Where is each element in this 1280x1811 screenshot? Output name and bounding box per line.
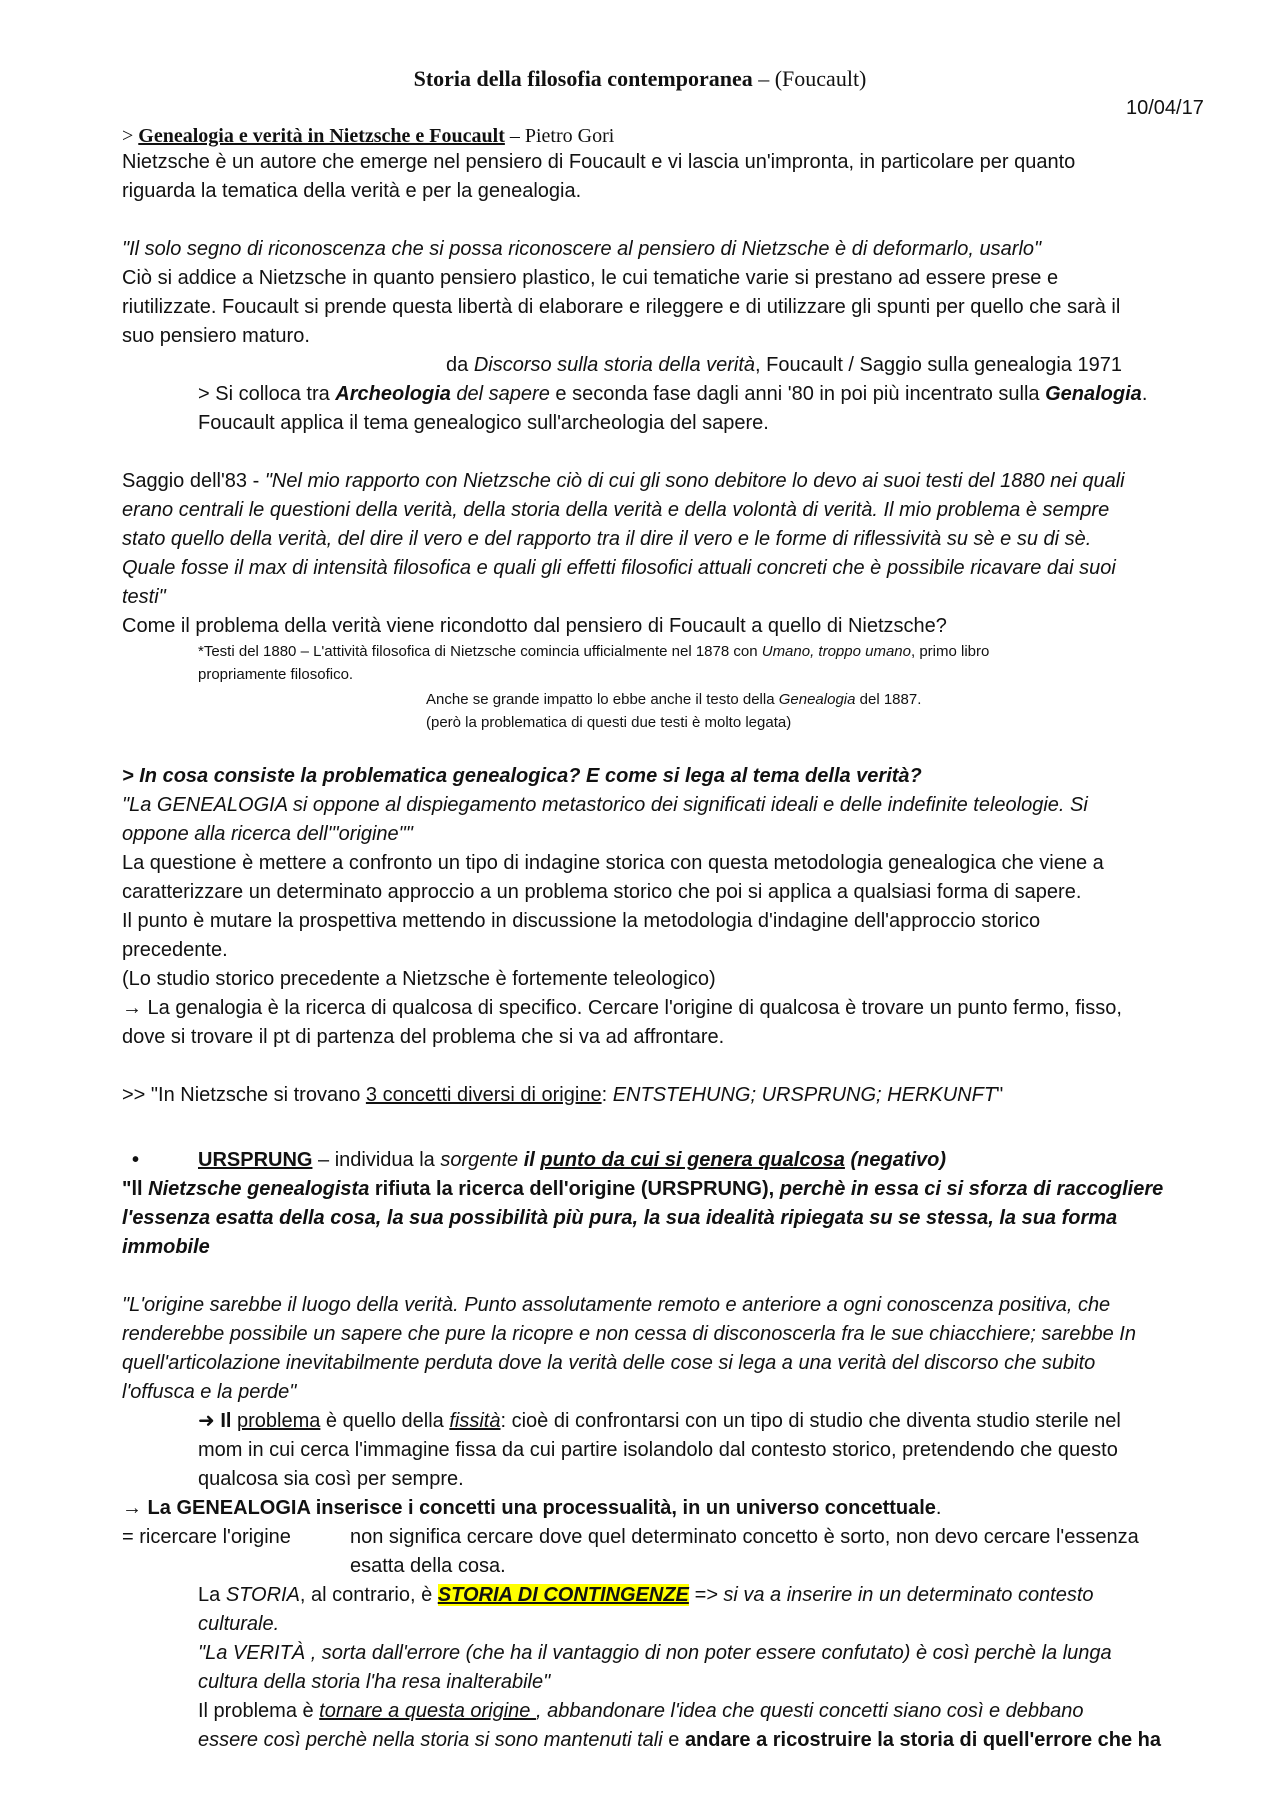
text-span: : cioè di confrontarsi con un tipo di studio che diventa studio sterile nel bbox=[500, 1410, 1121, 1432]
paragraph-line: suo pensiero maturo. bbox=[122, 325, 310, 347]
text-span: Umano, troppo umano bbox=[761, 643, 911, 660]
indented-line: culturale. bbox=[198, 1613, 280, 1635]
footnote-line: propriamente filosofico. bbox=[198, 666, 354, 683]
page-title bbox=[0, 64, 1280, 93]
indented-line bbox=[198, 380, 1147, 409]
text-span: La bbox=[198, 1584, 226, 1606]
paragraph-line: riguarda la tematica della verità e per la genealogia. bbox=[122, 180, 582, 202]
bullet-icon: • bbox=[132, 1149, 140, 1171]
arrow-icon: ➜ Il bbox=[198, 1410, 237, 1432]
indented-line bbox=[198, 1581, 1094, 1610]
heading-author: – Pietro Gori bbox=[504, 125, 615, 147]
text-span: >> "In Nietzsche si trovano bbox=[122, 1084, 366, 1106]
text-span: , al contrario, è bbox=[299, 1584, 438, 1606]
footnote-line: (però la problematica di questi due testi è molto legata) bbox=[426, 714, 792, 731]
text-span: e bbox=[662, 1729, 685, 1751]
quote-line bbox=[122, 467, 1125, 496]
heading-marker: > bbox=[122, 125, 139, 147]
paragraph-line: (Lo studio storico precedente a Nietzsche è fortemente teleologico) bbox=[122, 968, 716, 990]
text-span: , abbandonare l'idea che questi concetti siano così e debbano bbox=[535, 1700, 1084, 1722]
paragraph-line: Nietzsche è un autore che emerge nel pensiero di Foucault e vi lascia un'impronta, in particolare per quanto bbox=[122, 151, 1076, 173]
source-line bbox=[446, 351, 1122, 380]
paragraph-line: precedente. bbox=[122, 939, 228, 961]
indented-line bbox=[198, 1697, 1084, 1726]
footnote-line bbox=[426, 689, 921, 711]
heading-title: Genealogia e verità in Nietzsche e Foucault bbox=[138, 125, 505, 147]
footnote-line bbox=[198, 641, 989, 663]
text-span: Anche se grande impatto lo ebbe anche il testo della bbox=[426, 691, 779, 708]
source-prefix: da bbox=[446, 354, 474, 376]
course-title: Storia della filosofia contemporanea bbox=[413, 66, 753, 91]
quote-line: Quale fosse il max di intensità filosofica e quali gli effetti filosofici attuali concreti che è possibile ricavare dai suoi bbox=[122, 557, 1116, 579]
text-span: del sapere bbox=[450, 383, 550, 405]
text-span: . bbox=[935, 1497, 942, 1519]
quote-line: renderebbe possibile un sapere che pure la ricopre e non cessa di disconoscerla fra le sue chiacchiere; sarebbe In bbox=[122, 1323, 1136, 1345]
paragraph-line: riutilizzate. Foucault si prende questa libertà di elaborare e rileggere e di utilizzare gli spunti per quello che sarà il bbox=[122, 296, 1121, 318]
text-span: e seconda fase dagli anni '80 in poi più incentrato sulla bbox=[549, 383, 1046, 405]
text-span: sorgente bbox=[440, 1149, 519, 1171]
paragraph-line: Il punto è mutare la prospettiva mettendo in discussione la metodologia d'indagine dell'approccio storico bbox=[122, 910, 1041, 932]
bullet-item-ursprung bbox=[198, 1146, 946, 1175]
text-span: andare a ricostruire la storia di quell'errore che ha bbox=[684, 1729, 1161, 1751]
quote-line: immobile bbox=[122, 1236, 210, 1258]
source-suffix: , Foucault / Saggio sulla genealogia 1971 bbox=[755, 354, 1122, 376]
source-title: Discorso sulla storia della verità bbox=[473, 354, 756, 376]
quote-line: "La VERITÀ , sorta dall'errore (che ha il vantaggio di non poter essere confutato) è così perchè la lunga bbox=[198, 1642, 1112, 1664]
definition-label: = ricercare l'origine bbox=[122, 1526, 291, 1548]
quote-line bbox=[122, 1175, 1163, 1204]
text-span: il bbox=[518, 1149, 541, 1171]
indented-line: qualcosa sia così per sempre. bbox=[198, 1468, 464, 1490]
text-span: Saggio dell'83 - bbox=[122, 470, 265, 492]
text-span: Nietzsche genealogista bbox=[148, 1178, 370, 1200]
date: 10/04/17 bbox=[1126, 97, 1204, 119]
text-span: "Nel mio rapporto con Nietzsche ciò di cui gli sono debitore lo devo ai suoi testi del 1880 nei quali bbox=[264, 470, 1125, 492]
indented-line: Foucault applica il tema genealogico sull'archeologia del sapere. bbox=[198, 412, 769, 434]
text-span: perchè in essa ci si sforza di raccogliere bbox=[779, 1178, 1164, 1200]
text-span: 3 concetti diversi di origine bbox=[365, 1084, 602, 1106]
text-span: tornare a questa origine bbox=[319, 1700, 536, 1722]
text-span: " bbox=[996, 1084, 1004, 1106]
quote-line: erano centrali le questioni della verità, della storia della verità e della volontà di verità. Il mio problema è sempre bbox=[122, 499, 1110, 521]
indented-line: mom in cui cerca l'immagine fissa da cui partire isolandolo dal contesto storico, pretendendo che questo bbox=[198, 1439, 1118, 1461]
quote-line: l'offusca e la perde" bbox=[122, 1381, 297, 1403]
quote-line: "Il solo segno di riconoscenza che si possa riconoscere al pensiero di Nietzsche è di deformarlo, usarlo" bbox=[122, 238, 1042, 260]
text-span: punto da cui si genera qualcosa bbox=[540, 1149, 845, 1171]
indented-line bbox=[198, 1726, 1161, 1755]
paragraph-line: dove si trovare il pt di partenza del problema che si va ad affrontare. bbox=[122, 1026, 725, 1048]
quote-line: cultura della storia l'ha resa inalterabile" bbox=[198, 1671, 551, 1693]
text-span: → La GENEALOGIA inserisce i concetti una processualità, in un universo concettuale bbox=[122, 1497, 936, 1519]
quote-line: "La GENEALOGIA si oppone al dispiegamento metastorico dei significati ideali e delle indefinite teleologie. Si bbox=[122, 794, 1088, 816]
term-ursprung: URSPRUNG bbox=[198, 1149, 313, 1171]
text-span: (negativo) bbox=[844, 1149, 947, 1171]
highlighted-term: STORIA DI CONTINGENZE bbox=[437, 1584, 689, 1606]
quote-line: stato quello della verità, del dire il vero e del rapporto tra il dire il vero e le forme di riflessività su sè e su di sè. bbox=[122, 528, 1092, 550]
paragraph-line: → La genalogia è la ricerca di qualcosa di specifico. Cercare l'origine di qualcosa è trovare un punto fermo, fisso, bbox=[122, 997, 1122, 1019]
text-span: *Testi del 1880 – L'attività filosofica di Nietzsche comincia ufficialmente nel 1878 con bbox=[198, 643, 762, 660]
quote-line: l'essenza esatta della cosa, la sua possibilità più pura, la sua idealità ripiegata su se stessa, la sua forma bbox=[122, 1207, 1118, 1229]
paragraph-line: Ciò si addice a Nietzsche in quanto pensiero plastico, le cui tematiche varie si prestano ad essere prese e bbox=[122, 267, 1059, 289]
term-genalogia: Genalogia bbox=[1045, 383, 1142, 405]
text-span: problema bbox=[236, 1410, 321, 1432]
quote-line: quell'articolazione inevitabilmente perduta dove la verità delle cose si lega a una verità del discorso che subito bbox=[122, 1352, 1096, 1374]
definition-line: non significa cercare dove quel determinato concetto è sorto, non devo cercare l'essenza bbox=[350, 1526, 1139, 1548]
text-span: > Si colloca tra bbox=[198, 383, 336, 405]
text-span: del 1887. bbox=[855, 691, 922, 708]
text-span: Genealogia bbox=[778, 691, 856, 708]
text-span: è quello della bbox=[320, 1410, 450, 1432]
text-span: "ll bbox=[122, 1178, 149, 1200]
section-heading bbox=[122, 122, 614, 151]
genealogy-statement bbox=[122, 1494, 941, 1523]
text-span: : bbox=[601, 1084, 613, 1106]
quote-line: "L'origine sarebbe il luogo della verità. Punto assolutamente remoto e anteriore a ogni conoscenza positiva, che bbox=[122, 1294, 1111, 1316]
text-span: Il problema è bbox=[198, 1700, 320, 1722]
text-span: – individua la bbox=[312, 1149, 441, 1171]
paragraph-line: La questione è mettere a confronto un tipo di indagine storica con questa metodologia genealogica che viene a bbox=[122, 852, 1104, 874]
paragraph-line: Come il problema della verità viene ricondotto dal pensiero di Foucault a quello di Nietzsche? bbox=[122, 615, 947, 637]
origin-concepts-line bbox=[122, 1081, 1003, 1110]
text-span: STORIA bbox=[225, 1584, 300, 1606]
definition-line: esatta della cosa. bbox=[350, 1555, 506, 1577]
origin-terms: ENTSTEHUNG; URSPRUNG; HERKUNFT bbox=[612, 1084, 997, 1106]
text-span: , primo libro bbox=[911, 643, 990, 660]
term-archeologia: Archeologia bbox=[335, 383, 451, 405]
text-span: essere così perchè nella storia si sono mantenuti tali bbox=[198, 1729, 663, 1751]
paragraph-line: caratterizzare un determinato approccio a un problema storico che poi si applica a qualsiasi forma di sapere. bbox=[122, 881, 1082, 903]
section-question: > In cosa consiste la problematica genealogica? E come si lega al tema della verità? bbox=[122, 765, 922, 787]
text-span: rifiuta la ricerca dell'origine (URSPRUNG), bbox=[369, 1178, 780, 1200]
text-span: => si va a inserire in un determinato contesto bbox=[688, 1584, 1094, 1606]
quote-line: testi" bbox=[122, 586, 166, 608]
text-span: fissità bbox=[449, 1410, 501, 1432]
quote-line: oppone alla ricerca dell'"origine"" bbox=[122, 823, 413, 845]
text-span: . bbox=[1141, 383, 1148, 405]
course-subtitle: – (Foucault) bbox=[752, 66, 867, 91]
indented-line bbox=[198, 1407, 1121, 1436]
